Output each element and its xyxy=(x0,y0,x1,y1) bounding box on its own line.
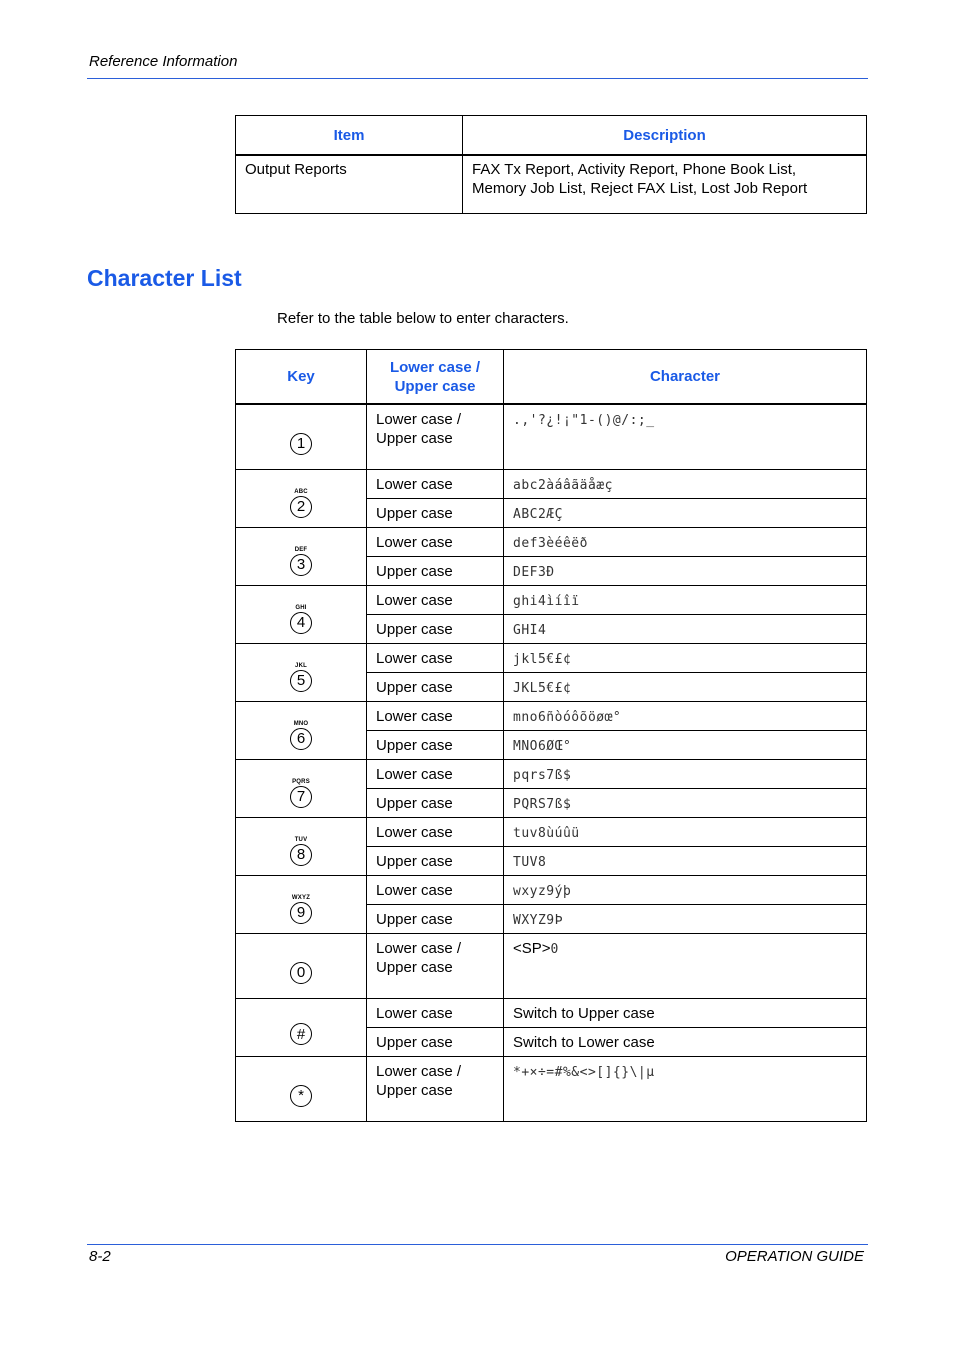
character-cell xyxy=(504,557,867,586)
key-circle-icon: 1 xyxy=(290,433,312,455)
key-cell xyxy=(236,586,367,644)
case-cell: Lower case xyxy=(367,644,504,673)
key-cell xyxy=(236,876,367,934)
intro-text: Refer to the table below to enter characters. xyxy=(277,310,569,327)
character-set: DEF3Ð xyxy=(513,564,555,580)
table-row xyxy=(236,586,867,615)
character-set: 0 xyxy=(550,942,559,957)
character-cell xyxy=(504,876,867,905)
table-row xyxy=(236,404,867,470)
table-row xyxy=(236,934,867,999)
case-cell: Upper case xyxy=(367,499,504,528)
keypad-key-icon xyxy=(290,721,312,750)
key-letters: ABC xyxy=(294,488,308,495)
column-header-key: Key xyxy=(236,350,367,405)
key-cell xyxy=(236,818,367,876)
key-circle-icon: * xyxy=(290,1085,312,1107)
character-cell xyxy=(504,528,867,557)
character-set: JKL5€£¢ xyxy=(513,680,572,696)
character-cell xyxy=(504,789,867,818)
case-cell: Lower case xyxy=(367,528,504,557)
header-rule xyxy=(87,78,868,79)
table-row xyxy=(236,818,867,847)
key-letters: PQRS xyxy=(292,778,310,785)
case-cell xyxy=(367,1057,504,1122)
case-cell: Lower case xyxy=(367,760,504,789)
keypad-key-icon xyxy=(290,605,312,634)
character-cell xyxy=(504,731,867,760)
case-cell: Upper case xyxy=(367,673,504,702)
guide-title: OPERATION GUIDE xyxy=(725,1248,864,1265)
key-circle-icon: 0 xyxy=(290,962,312,984)
character-set: WXYZ9Þ xyxy=(513,912,563,928)
character-set: TUV8 xyxy=(513,854,547,870)
character-cell xyxy=(504,470,867,499)
character-cell xyxy=(504,1057,867,1122)
key-cell xyxy=(236,404,367,470)
case-cell: Lower case xyxy=(367,586,504,615)
character-cell xyxy=(504,673,867,702)
case-cell: Upper case xyxy=(367,731,504,760)
key-letters: GHI xyxy=(295,604,307,611)
keypad-key-icon xyxy=(290,895,312,924)
key-letters: TUV xyxy=(294,836,308,843)
character-cell xyxy=(504,999,867,1028)
key-cell xyxy=(236,760,367,818)
key-cell xyxy=(236,999,367,1057)
character-set: tuv8ùúûü xyxy=(513,825,580,841)
case-cell: Upper case xyxy=(367,789,504,818)
description-line: FAX Tx Report, Activity Report, Phone Book List, xyxy=(472,161,797,178)
character-cell xyxy=(504,1028,867,1057)
key-circle-icon: 4 xyxy=(290,612,312,634)
column-header-case xyxy=(367,350,504,405)
table-row xyxy=(236,702,867,731)
case-cell xyxy=(367,404,504,470)
key-cell xyxy=(236,528,367,586)
case-cell xyxy=(367,934,504,999)
key-circle-icon: 7 xyxy=(290,786,312,808)
key-cell xyxy=(236,1057,367,1122)
character-set: Switch to Lower case xyxy=(513,1033,655,1051)
case-cell: Lower case xyxy=(367,876,504,905)
case-cell: Lower case xyxy=(367,470,504,499)
description-line: Memory Job List, Reject FAX List, Lost Job Report xyxy=(472,180,808,197)
case-cell: Lower case xyxy=(367,702,504,731)
key-circle-icon: 5 xyxy=(290,670,312,692)
table-row xyxy=(236,876,867,905)
table-row xyxy=(236,999,867,1028)
character-set: mno6ñòóôõöøœ° xyxy=(513,709,622,725)
character-cell xyxy=(504,934,867,999)
column-header-item: Item xyxy=(236,116,463,156)
table-row xyxy=(236,644,867,673)
key-circle-icon: # xyxy=(290,1023,312,1045)
key-letters: MNO xyxy=(293,720,309,727)
key-cell xyxy=(236,470,367,528)
keypad-key-icon xyxy=(290,547,312,576)
case-line: Upper case xyxy=(376,1082,453,1099)
character-cell xyxy=(504,760,867,789)
key-circle-icon: 3 xyxy=(290,554,312,576)
character-cell xyxy=(504,499,867,528)
keypad-key-icon xyxy=(290,1016,312,1045)
footer-rule xyxy=(87,1244,868,1245)
case-cell: Lower case xyxy=(367,818,504,847)
key-circle-icon: 2 xyxy=(290,496,312,518)
key-cell xyxy=(236,934,367,999)
character-set: ghi4ìíîï xyxy=(513,593,580,609)
key-cell xyxy=(236,644,367,702)
case-cell: Upper case xyxy=(367,905,504,934)
output-reports-table xyxy=(235,115,867,214)
character-cell xyxy=(504,586,867,615)
section-title: Character List xyxy=(87,265,242,291)
case-cell: Lower case xyxy=(367,999,504,1028)
keypad-key-icon xyxy=(290,837,312,866)
character-set: jkl5€£¢ xyxy=(513,651,572,667)
keypad-key-icon xyxy=(290,663,312,692)
keypad-key-icon xyxy=(290,426,312,455)
running-header: Reference Information xyxy=(89,53,238,70)
keypad-key-icon xyxy=(290,779,312,808)
character-set: MNO6ØŒ° xyxy=(513,738,572,754)
table-row xyxy=(236,760,867,789)
character-cell xyxy=(504,818,867,847)
key-circle-icon: 9 xyxy=(290,902,312,924)
table-row xyxy=(236,470,867,499)
case-cell: Upper case xyxy=(367,615,504,644)
column-header-character: Character xyxy=(504,350,867,405)
character-set: .,'?¿!¡"1-()@/:;_ xyxy=(513,413,655,428)
item-cell: Output Reports xyxy=(236,155,463,214)
key-letters: DEF xyxy=(294,546,308,553)
character-cell xyxy=(504,905,867,934)
case-line: Lower case / xyxy=(376,411,462,428)
keypad-key-icon xyxy=(290,955,312,984)
case-cell: Upper case xyxy=(367,557,504,586)
character-cell xyxy=(504,847,867,876)
character-set: def3èéêëð xyxy=(513,535,588,551)
keypad-key-icon xyxy=(290,489,312,518)
case-header-line: Upper case xyxy=(394,377,476,395)
case-line: Upper case xyxy=(376,959,453,976)
key-circle-icon: 6 xyxy=(290,728,312,750)
character-cell xyxy=(504,615,867,644)
character-set: wxyz9ýþ xyxy=(513,883,572,899)
case-line: Upper case xyxy=(376,430,453,447)
character-set: PQRS7ß$ xyxy=(513,796,572,812)
case-line: Lower case / xyxy=(376,940,462,957)
case-header-line: Lower case / xyxy=(389,358,481,376)
table-row xyxy=(236,528,867,557)
character-cell xyxy=(504,702,867,731)
key-cell xyxy=(236,702,367,760)
character-set: Switch to Upper case xyxy=(513,1004,655,1022)
case-cell: Upper case xyxy=(367,847,504,876)
character-cell xyxy=(504,404,867,470)
description-cell xyxy=(463,155,867,214)
key-circle-icon: 8 xyxy=(290,844,312,866)
key-letters: JKL xyxy=(295,662,307,669)
character-set: GHI4 xyxy=(513,622,547,638)
space-label: <SP> xyxy=(513,940,551,957)
character-set: abc2àáâãäåæç xyxy=(513,477,613,493)
character-set: *+×÷=#%&<>[]{}\|µ xyxy=(513,1065,655,1080)
key-letters: WXYZ xyxy=(291,894,311,901)
keypad-key-icon xyxy=(290,1078,312,1107)
column-header-description: Description xyxy=(463,116,867,156)
case-line: Lower case / xyxy=(376,1063,462,1080)
character-set: pqrs7ß$ xyxy=(513,767,572,783)
table-row xyxy=(236,155,867,214)
character-set: ABC2ÆÇ xyxy=(513,506,563,522)
table-row xyxy=(236,1057,867,1122)
page-number: 8-2 xyxy=(89,1248,111,1265)
character-cell xyxy=(504,644,867,673)
case-cell: Upper case xyxy=(367,1028,504,1057)
character-list-table xyxy=(235,349,867,1122)
